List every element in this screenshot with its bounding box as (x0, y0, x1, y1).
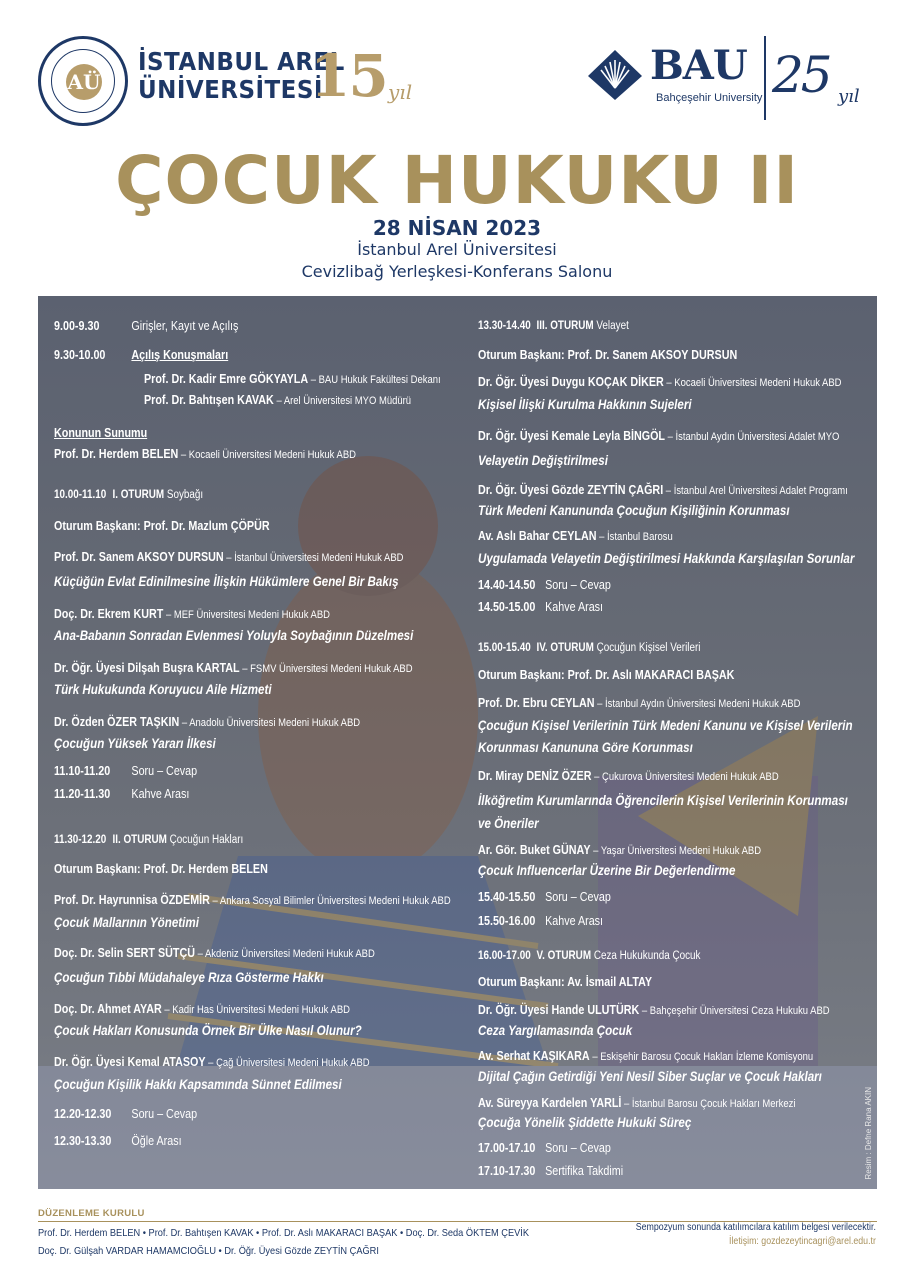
speaker-name: Dr. Öğr. Üyesi Dilşah Buşra KARTAL (54, 661, 240, 675)
session-header (54, 832, 243, 848)
speaker-affiliation: – Anadolu Üniversitesi Medeni Hukuk ABD (179, 717, 361, 729)
schedule-row (478, 577, 611, 593)
time-label: 17.10-17.30 (478, 1164, 536, 1178)
session-chair: Oturum Başkanı: Av. İsmail ALTAY (478, 975, 653, 989)
session-header (478, 640, 700, 656)
speaker-name: Ar. Gör. Buket GÜNAY (478, 843, 591, 857)
talk-title: Uygulamada Velayetin Değiştirilmesi Hakkında Karşılaşılan Sorunlar (478, 551, 855, 566)
bau-anniversary-years: 25 (772, 46, 830, 104)
schedule-row (478, 913, 603, 929)
session-label: II. OTURUM (112, 834, 167, 846)
speaker-name: Dr. Öğr. Üyesi Gözde ZEYTİN ÇAĞRI (478, 483, 664, 497)
speaker-affiliation: – MEF Üniversitesi Medeni Hukuk ABD (163, 609, 330, 621)
speaker-name: Doç. Dr. Ahmet AYAR (54, 1002, 162, 1016)
session-chair: Oturum Başkanı: Prof. Dr. Sanem AKSOY DURSUN (478, 348, 738, 362)
talk-title: Çocuğun Kişisel Verilerinin Türk Medeni Kanunu ve Kişisel Verilerin (478, 718, 853, 733)
speaker-row (54, 1054, 370, 1071)
speaker-row (54, 606, 330, 623)
schedule-text: Öğle Arası (131, 1134, 182, 1148)
session-topic: Soybağı (166, 489, 204, 501)
venue-line-2: Cevizlibağ Yerleşkesi-Konferans Salonu (301, 262, 613, 281)
speaker-affiliation: – İstanbul Barosu (596, 531, 673, 543)
talk-title: Küçüğün Evlat Edinilmesine İlişkin Hükümlere Genel Bir Bakış (54, 574, 399, 589)
time-label: 15.40-15.50 (478, 890, 536, 904)
speaker-row (54, 660, 413, 677)
arel-monogram: AÜ (66, 64, 102, 100)
time-label: 10.00-11.10 (54, 489, 107, 501)
schedule-text: Soru – Cevap (131, 764, 198, 778)
arel-logo (38, 34, 413, 129)
speaker-affiliation: – Yaşar Üniversitesi Medeni Hukuk ABD (590, 845, 762, 857)
talk-title: Ana-Babanın Sonradan Evlenmesi Yoluyla Soybağının Düzelmesi (54, 628, 414, 643)
session-chair: Oturum Başkanı: Prof. Dr. Mazlum ÇÖPÜR (54, 519, 270, 533)
time-label: 17.00-17.10 (478, 1141, 536, 1155)
talk-title-continued: ve Öneriler (478, 816, 539, 831)
organizing-committee-names-1: Prof. Dr. Herdem BELEN • Prof. Dr. Bahtışen KAVAK • Prof. Dr. Aslı MAKARACI BAŞAK • Doç. Dr. Seda ÖKTEM ÇEVİK (38, 1227, 530, 1239)
speaker-name: Prof. Dr. Sanem AKSOY DURSUN (54, 550, 224, 564)
schedule-text: Kahve Arası (545, 600, 604, 614)
schedule-row (478, 599, 603, 615)
speaker-row (478, 482, 848, 499)
time-label: 14.40-14.50 (478, 578, 536, 592)
schedule-row (54, 318, 238, 334)
session-header (54, 487, 203, 503)
talk-title-continued: Korunması Kanununa Göre Korunması (478, 740, 693, 755)
arel-anniversary-suffix: yıl (388, 80, 413, 104)
speaker-row (144, 392, 411, 409)
speaker-affiliation: – İstanbul Barosu Çocuk Hakları Merkezi (621, 1098, 796, 1110)
talk-title: Velayetin Değiştirilmesi (478, 453, 608, 468)
schedule-row (54, 1133, 182, 1149)
speaker-affiliation: – Çukurova Üniversitesi Medeni Hukuk ABD (591, 771, 779, 783)
opening-speeches-heading: Açılış Konuşmaları (131, 348, 229, 362)
speaker-row (478, 695, 800, 712)
speaker-name: Av. Süreyya Kardelen YARLİ (478, 1096, 622, 1110)
speaker-row (478, 428, 839, 445)
session-label: V. OTURUM (536, 950, 592, 962)
organizing-committee-names-2: Doç. Dr. Gülşah VARDAR HAMAMCIOĞLU • Dr. Öğr. Üyesi Gözde ZEYTİN ÇAĞRI (38, 1245, 379, 1257)
session-topic: Çocuğun Kişisel Verileri (596, 642, 701, 654)
session-label: IV. OTURUM (536, 642, 594, 654)
schedule-row (478, 1140, 611, 1156)
event-date: 28 NİSAN 2023 (372, 216, 542, 240)
speaker-name: Av. Serhat KAŞIKARA (478, 1049, 590, 1063)
bau-anniversary-suffix: yıl (838, 86, 860, 107)
bau-subtitle: Bahçeşehir University (656, 92, 763, 104)
speaker-row (478, 528, 673, 545)
bau-emblem-icon (586, 48, 644, 102)
time-label: 9.30-10.00 (54, 348, 106, 362)
speaker-affiliation: – Kadir Has Üniversitesi Medeni Hukuk ABD (161, 1004, 350, 1016)
time-label: 11.20-11.30 (54, 787, 111, 801)
talk-title: Türk Medeni Kanununda Çocuğun Kişiliğinin Korunması (478, 503, 790, 518)
speaker-name: Av. Aslı Bahar CEYLAN (478, 529, 597, 543)
talk-title: Kişisel İlişki Kurulma Hakkının Sujeleri (478, 397, 692, 412)
speaker-row (54, 446, 356, 463)
session-chair: Oturum Başkanı: Prof. Dr. Herdem BELEN (54, 862, 268, 876)
speaker-name: Dr. Özden ÖZER TAŞKIN (54, 715, 180, 729)
page-title: ÇOCUK HUKUKU II (115, 142, 799, 219)
speaker-row (478, 1095, 795, 1112)
talk-title: Dijital Çağın Getirdiği Yeni Nesil Siber Suçlar ve Çocuk Hakları (478, 1069, 822, 1084)
schedule-row (54, 1106, 197, 1122)
speaker-row (54, 892, 451, 909)
speaker-row (478, 374, 841, 391)
speaker-affiliation: – Akdeniz Üniversitesi Medeni Hukuk ABD (194, 948, 375, 960)
speaker-row (144, 371, 441, 388)
speaker-affiliation: – İstanbul Aydın Üniversitesi Medeni Hukuk ABD (594, 698, 801, 710)
time-label: 12.30-13.30 (54, 1134, 112, 1148)
speaker-row (478, 842, 761, 859)
speaker-affiliation: – Arel Üniversitesi MYO Müdürü (273, 395, 412, 407)
speaker-name: Prof. Dr. Bahtışen KAVAK (144, 393, 274, 407)
speaker-affiliation: – Çağ Üniversitesi Medeni Hukuk ABD (205, 1057, 370, 1069)
speaker-affiliation: – Ankara Sosyal Bilimler Üniversitesi Medeni Hukuk ABD (209, 895, 451, 907)
session-label: I. OTURUM (112, 489, 165, 501)
speaker-affiliation: – Bahçeşehir Üniversitesi Ceza Hukuku ABD (639, 1005, 830, 1017)
session-header (478, 948, 700, 964)
talk-title: Çocuk Hakları Konusunda Örnek Bir Ülke Nasıl Olunur? (54, 1023, 362, 1038)
schedule-text: Soru – Cevap (545, 1141, 611, 1155)
talk-title: Çocuğun Yüksek Yararı İlkesi (54, 736, 216, 751)
contact-email[interactable]: İletişim: gozdezeytincagri@arel.edu.tr (729, 1236, 876, 1247)
time-label: 16.00-17.00 (478, 950, 531, 962)
talk-title: Çocuk Mallarının Yönetimi (54, 915, 199, 930)
talk-title: Çocuğun Tıbbi Müdahaleye Rıza Gösterme Hakkı (54, 970, 324, 985)
time-label: 9.00-9.30 (54, 319, 100, 333)
speaker-row (478, 1002, 830, 1019)
speaker-name: Prof. Dr. Hayrunnisa ÖZDEMİR (54, 893, 210, 907)
speaker-name: Dr. Öğr. Üyesi Duygu KOÇAK DİKER (478, 375, 664, 389)
speaker-name: Dr. Öğr. Üyesi Kemale Leyla BİNGÖL (478, 429, 666, 443)
program-panel (38, 296, 877, 1189)
speaker-name: Doç. Dr. Selin SERT SÜTÇÜ (54, 946, 195, 960)
speaker-name: Prof. Dr. Kadir Emre GÖKYAYLA (144, 372, 309, 386)
speaker-affiliation: – İstanbul Aydın Üniversitesi Adalet MYO (665, 431, 840, 443)
speaker-row (54, 1001, 350, 1018)
speaker-name: Doç. Dr. Ekrem KURT (54, 607, 164, 621)
schedule-text: Girişler, Kayıt ve Açılış (131, 319, 239, 333)
speaker-name: Dr. Öğr. Üyesi Hande ULUTÜRK (478, 1003, 640, 1017)
certificate-note: Sempozyum sonunda katılımcılara katılım belgesi verilecektir. (635, 1222, 876, 1233)
schedule-text: Soru – Cevap (131, 1107, 198, 1121)
speaker-name: Dr. Öğr. Üyesi Kemal ATASOY (54, 1055, 206, 1069)
schedule-row (54, 763, 197, 779)
talk-title: İlköğretim Kurumlarında Öğrencilerin Kişisel Verilerinin Korunması (478, 793, 848, 808)
schedule-row (478, 1163, 623, 1179)
speaker-affiliation: – Kocaeli Üniversitesi Medeni Hukuk ABD (178, 449, 356, 461)
schedule-row (478, 889, 611, 905)
speaker-affiliation: – İstanbul Arel Üniversitesi Adalet Programı (663, 485, 848, 497)
speaker-row (54, 945, 375, 962)
speaker-row (478, 1048, 813, 1065)
session-topic: Ceza Hukukunda Çocuk (593, 950, 701, 962)
speaker-affiliation: – BAU Hukuk Fakültesi Dekanı (308, 374, 441, 386)
speaker-affiliation: – Kocaeli Üniversitesi Medeni Hukuk ABD (663, 377, 842, 389)
arel-anniversary-years: 15 (310, 42, 387, 110)
talk-title: Ceza Yargılamasında Çocuk (478, 1023, 633, 1038)
bau-divider (764, 36, 766, 120)
arel-seal-icon (38, 36, 128, 126)
speaker-name: Prof. Dr. Ebru CEYLAN (478, 696, 595, 710)
session-topic: Çocuğun Hakları (169, 834, 244, 846)
schedule-text: Soru – Cevap (545, 890, 611, 904)
topic-presentation-heading: Konunun Sunumu (54, 426, 148, 440)
schedule-text: Kahve Arası (545, 914, 604, 928)
session-header (478, 318, 629, 334)
schedule-text: Soru – Cevap (545, 578, 611, 592)
talk-title: Çocuğun Kişilik Hakkı Kapsamında Sünnet Edilmesi (54, 1077, 342, 1092)
time-label: 14.50-15.00 (478, 600, 536, 614)
arel-name-line2: ÜNİVERSİTESİ (138, 75, 323, 104)
schedule-text: Sertifika Takdimi (545, 1164, 624, 1178)
speaker-name: Prof. Dr. Herdem BELEN (54, 447, 179, 461)
talk-title: Türk Hukukunda Koruyucu Aile Hizmeti (54, 682, 272, 697)
speaker-affiliation: – İstanbul Üniversitesi Medeni Hukuk ABD (223, 552, 404, 564)
time-label: 15.00-15.40 (478, 642, 531, 654)
schedule-row (54, 347, 228, 363)
artwork-credit: Resim : Defne Rana AKIN (864, 1086, 873, 1179)
time-label: 11.10-11.20 (54, 764, 111, 778)
schedule-text: Kahve Arası (131, 787, 190, 801)
time-label: 15.50-16.00 (478, 914, 536, 928)
time-label: 11.30-12.20 (54, 834, 107, 846)
session-chair: Oturum Başkanı: Prof. Dr. Aslı MAKARACI BAŞAK (478, 668, 735, 682)
time-label: 13.30-14.40 (478, 320, 531, 332)
speaker-row (54, 549, 403, 566)
speaker-row (478, 768, 779, 785)
time-label: 12.20-12.30 (54, 1107, 112, 1121)
arel-name-line1: İSTANBUL AREL (138, 47, 345, 76)
session-label: III. OTURUM (536, 320, 594, 332)
talk-title: Çocuk Influencerlar Üzerine Bir Değerlendirme (478, 863, 736, 878)
speaker-row (54, 714, 360, 731)
talk-title: Çocuğa Yönelik Şiddette Hukuki Süreç (478, 1115, 692, 1130)
speaker-affiliation: – Eskişehir Barosu Çocuk Hakları İzleme Komisyonu (589, 1051, 814, 1063)
bau-name: BAU (650, 42, 747, 89)
speaker-name: Dr. Miray DENİZ ÖZER (478, 769, 592, 783)
bau-logo (586, 36, 868, 126)
speaker-affiliation: – FSMV Üniversitesi Medeni Hukuk ABD (239, 663, 413, 675)
session-topic: Velayet (596, 320, 629, 332)
venue-line-1: İstanbul Arel Üniversitesi (357, 240, 557, 259)
schedule-row (54, 786, 189, 802)
organizing-committee-title: DÜZENLEME KURULU (38, 1208, 145, 1219)
